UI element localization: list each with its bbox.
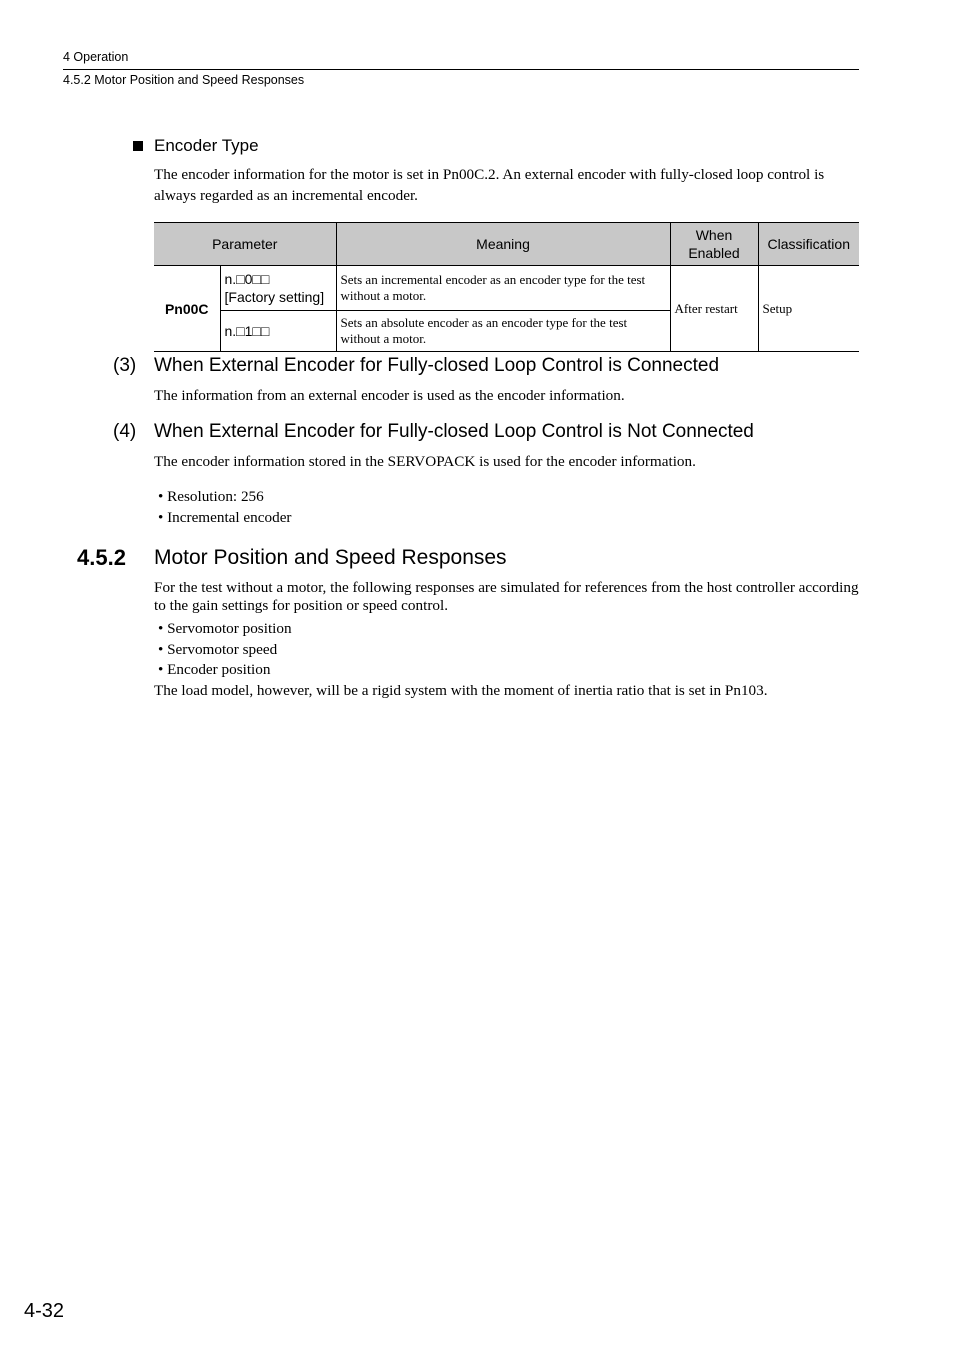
square-bullet-icon [133, 141, 143, 151]
parameter-value: n.□0□□ [224, 271, 270, 287]
section-4-paragraph: The encoder information stored in the SERVOPACK is used for the encoder information. [154, 453, 696, 470]
section-4-number: (4) [113, 421, 137, 442]
header-meaning: Meaning [336, 223, 670, 266]
table-header-row [154, 223, 859, 266]
running-header-section: 4.5.2 Motor Position and Speed Responses [63, 73, 305, 87]
header-rule [63, 69, 859, 70]
list-item: • Incremental encoder [158, 509, 292, 526]
section-3-paragraph: The information from an external encoder is used as the encoder information. [154, 387, 625, 404]
header-when-enabled: When Enabled [670, 223, 758, 266]
table-row [154, 266, 859, 311]
page-number: 4-32 [24, 1300, 65, 1322]
section-452-number: 4.5.2 [77, 545, 126, 570]
section-3-number: (3) [113, 355, 137, 376]
parameter-number: Pn00C [154, 266, 220, 352]
section-452-title: Motor Position and Speed Responses [154, 546, 507, 569]
list-item: • Servomotor speed [158, 641, 278, 658]
parameter-value: n.□1□□ [220, 311, 336, 352]
header-parameter: Parameter [154, 223, 336, 266]
list-item: • Servomotor position [158, 620, 292, 637]
factory-setting-note: [Factory setting] [224, 289, 325, 305]
header-classification: Classification [758, 223, 859, 266]
list-item: • Encoder position [158, 661, 271, 678]
section-452-closing: The load model, however, will be a rigid system with the moment of inertia ratio that is set in Pn103. [154, 682, 768, 699]
encoder-type-paragraph: The encoder information for the motor is set in Pn00C.2. An external encoder with fully-closed loop control is always regarded as an incremental encoder. [154, 166, 825, 204]
section-452-paragraph: For the test without a motor, the following responses are simulated for references from the host controller according to the gain settings for position or speed control. [154, 579, 859, 614]
parameter-table [154, 222, 859, 352]
parameter-meaning: Sets an absolute encoder as an encoder type for the test without a motor. [336, 311, 670, 352]
section-4-title: When External Encoder for Fully-closed Loop Control is Not Connected [154, 421, 754, 442]
section-3-title: When External Encoder for Fully-closed Loop Control is Connected [154, 355, 720, 376]
when-enabled-value: After restart [670, 266, 758, 352]
encoder-type-heading: Encoder Type [154, 136, 259, 155]
parameter-meaning: Sets an incremental encoder as an encoder type for the test without a motor. [336, 266, 670, 311]
list-item: • Resolution: 256 [158, 488, 264, 505]
classification-value: Setup [758, 266, 859, 352]
parameter-value-cell [220, 266, 336, 311]
running-header-chapter: 4 Operation [63, 50, 129, 64]
